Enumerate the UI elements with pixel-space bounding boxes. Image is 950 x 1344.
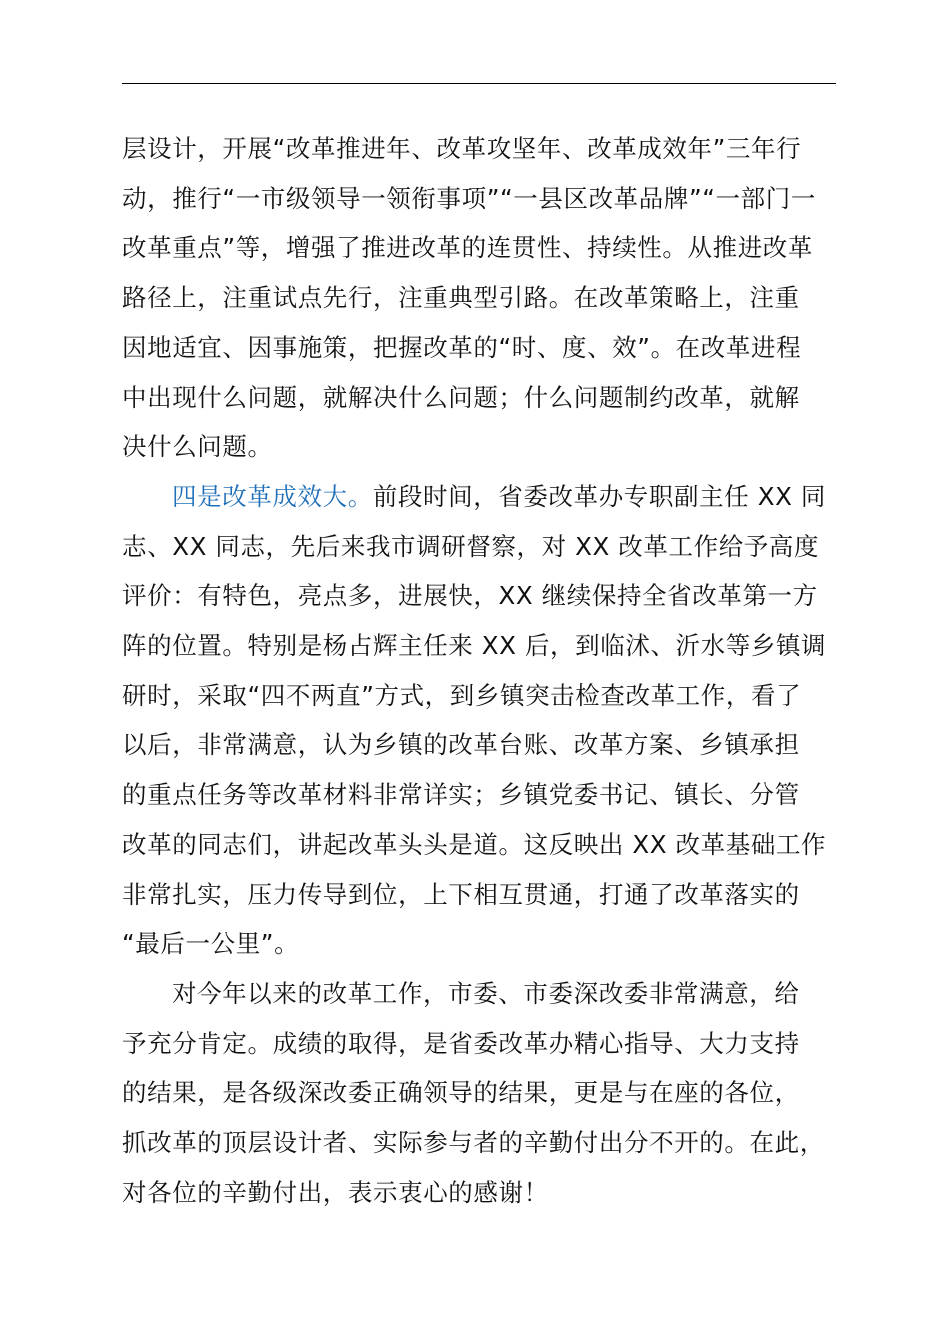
text-line: 中出现什么问题，就解决什么问题；什么问题制约改革，就解	[122, 382, 800, 412]
text-line: 对各位的辛勤付出，表示衷心的感谢！	[122, 1177, 549, 1207]
text-line: 的重点任务等改革材料非常详实；乡镇党委书记、镇长、分管	[122, 780, 800, 810]
text-line	[122, 472, 862, 522]
text-line: 对今年以来的改革工作，市委、市委深改委非常满意，给	[172, 978, 800, 1008]
text-line: 的结果，是各级深改委正确领导的结果，更是与在座的各位，	[122, 1078, 800, 1108]
text-line: 改革重点”等，增强了推进改革的连贯性、持续性。从推进改革	[122, 233, 813, 263]
text-line: 动，推行“一市级领导一领衔事项”“一县区改革品牌”“一部门一	[122, 183, 816, 213]
text-line: 决什么问题。	[122, 432, 273, 462]
document-body	[122, 124, 862, 1217]
text-line: 非常扎实，压力传导到位，上下相互贯通，打通了改革落实的	[122, 879, 800, 909]
section-heading-highlight: 四是改革成效大。	[172, 481, 373, 511]
text-line: 评价：有特色，亮点多，进展快，XX 继续保持全省改革第一方	[122, 581, 818, 611]
text-line: 改革的同志们，讲起改革头头是道。这反映出 XX 改革基础工作	[122, 829, 827, 859]
paragraph-reform-results	[122, 472, 862, 969]
text-line: 层设计，开展“改革推进年、改革攻坚年、改革成效年”三年行	[122, 134, 802, 163]
text-line: 以后，非常满意，认为乡镇的改革台账、改革方案、乡镇承担	[122, 730, 800, 760]
paragraph-continuation	[122, 124, 862, 472]
text-line: 予充分肯定。成绩的取得，是省委改革办精心指导、大力支持	[122, 1028, 800, 1058]
text-line: 抓改革的顶层设计者、实际参与者的辛勤付出分不开的。在此，	[122, 1128, 825, 1158]
text-line: 因地适宜、因事施策，把握改革的“时、度、效”。在改革进程	[122, 332, 802, 362]
text-line: 阵的位置。特别是杨占辉主任来 XX 后，到临沭、沂水等乡镇调	[122, 631, 827, 661]
text-line: 志、XX 同志，先后来我市调研督察，对 XX 改革工作给予高度	[122, 531, 820, 561]
text-line: 路径上，注重试点先行，注重典型引路。在改革策略上，注重	[122, 283, 800, 313]
text-line: “最后一公里”。	[122, 929, 300, 959]
text-line: 研时，采取“四不两直”方式，到乡镇突击检查改革工作，看了	[122, 680, 802, 710]
header-rule	[122, 83, 836, 84]
text-run: 前段时间，省委改革办专职副主任 XX 同	[372, 481, 826, 511]
paragraph-thanks	[122, 969, 862, 1218]
